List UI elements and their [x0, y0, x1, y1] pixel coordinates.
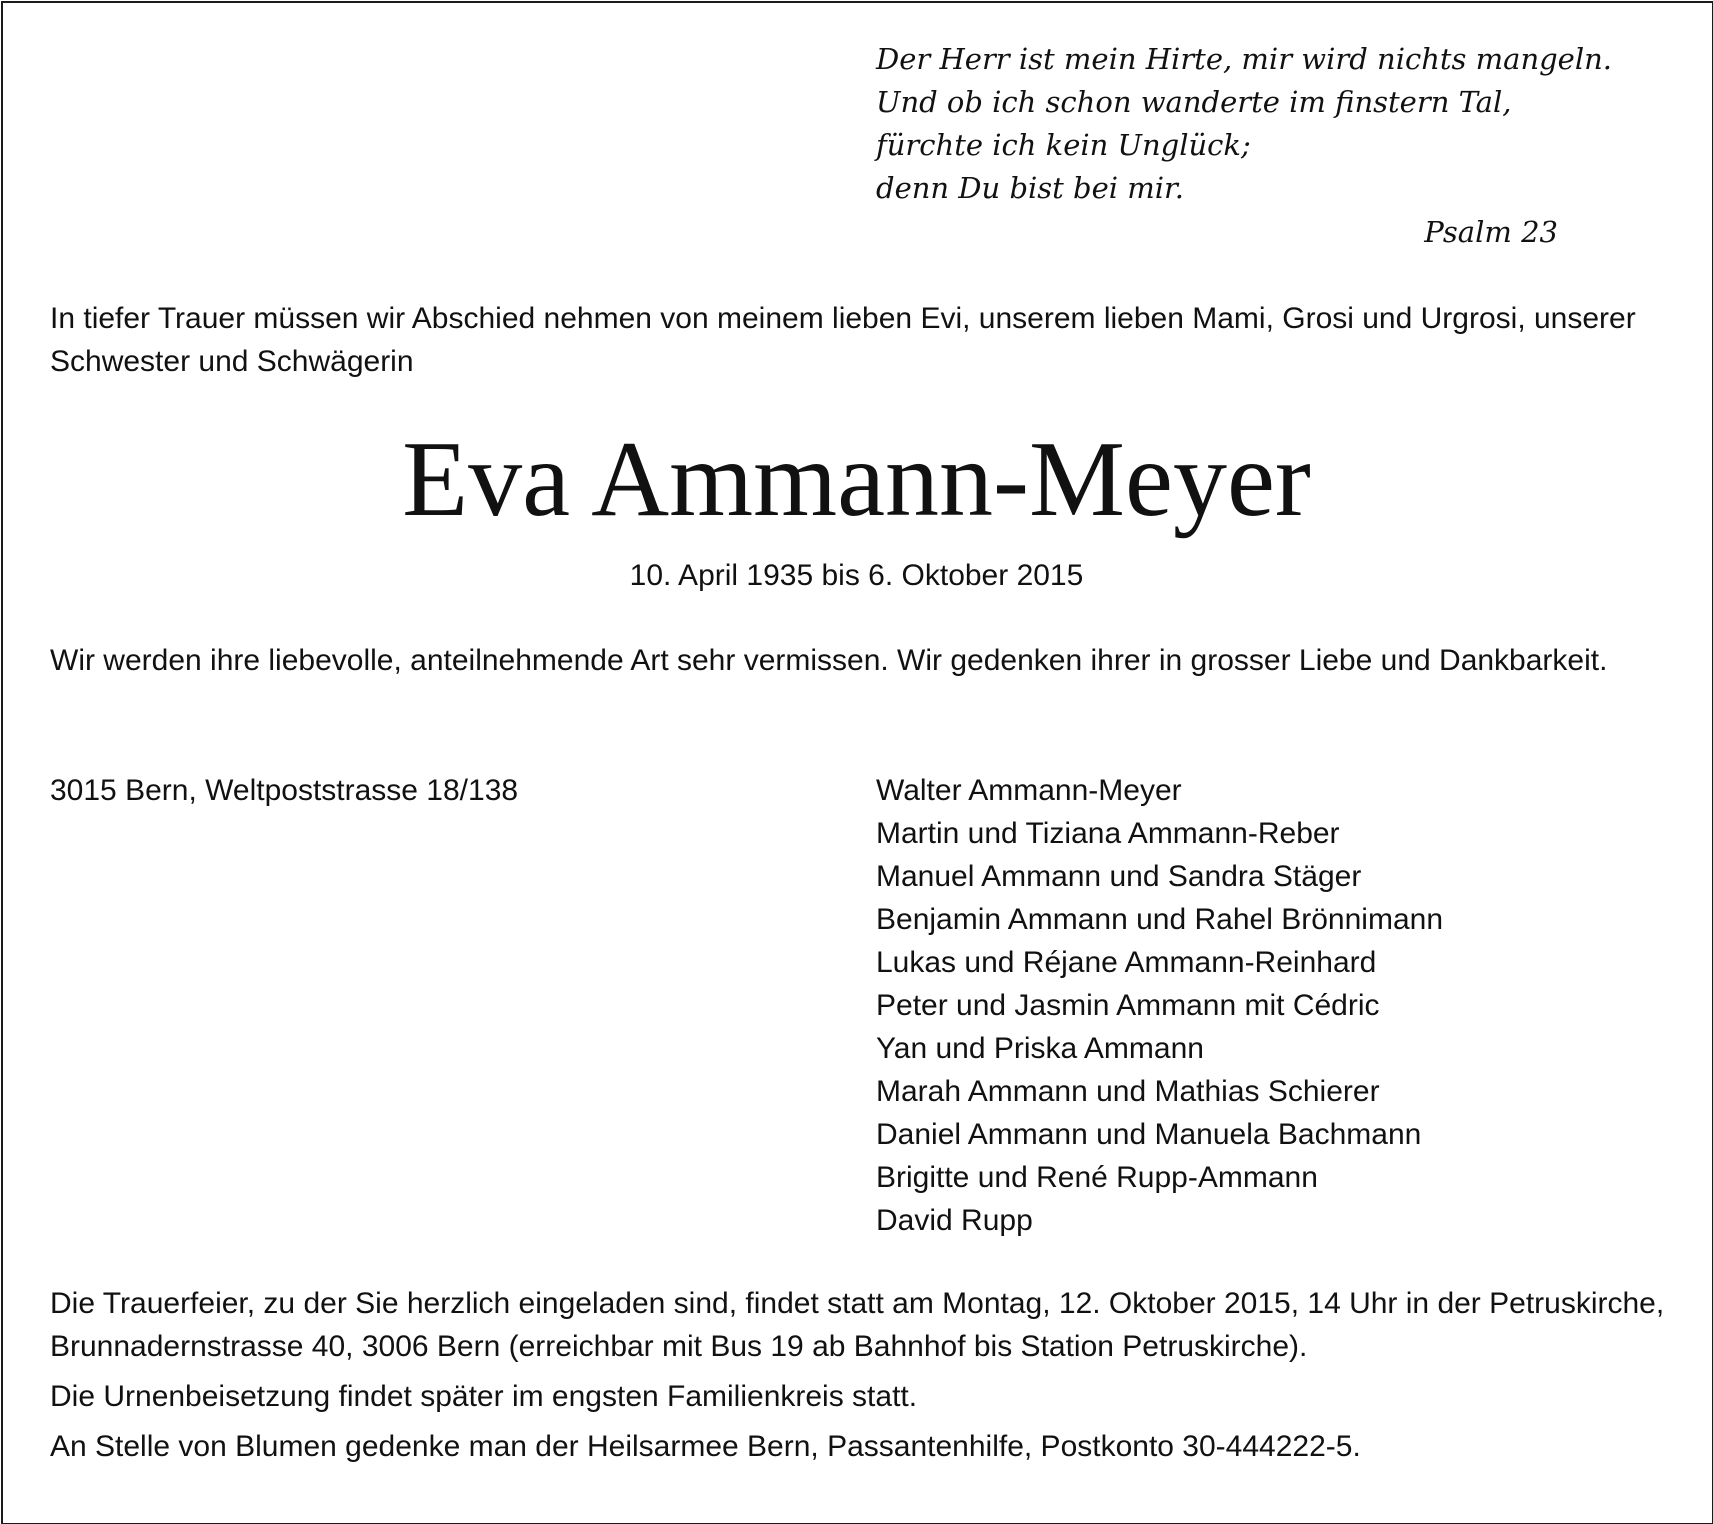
mourner-item: Marah Ammann und Mathias Schierer	[876, 1075, 1380, 1108]
mourner-item: Brigitte und René Rupp-Ammann	[876, 1161, 1318, 1194]
mourner-item: Walter Ammann-Meyer	[876, 774, 1182, 807]
psalm-quote	[876, 38, 1613, 210]
family-address: 3015 Bern, Weltpoststrasse 18/138	[50, 774, 519, 807]
psalm-line: Der Herr ist mein Hirte, mir wird nichts mangeln.	[876, 42, 1613, 76]
mourners-list	[876, 769, 1443, 1242]
service-info: Die Trauerfeier, zu der Sie herzlich eingeladen sind, findet statt am Montag, 12. Oktober 2015, 14 Uhr in der Petruskirche, Brunnadernstrasse 40, 3006 Bern (erreichbar mit Bus 19 ab Bahnhof bis Station Petruskirche).	[50, 1287, 1665, 1363]
life-dates: 10. April 1935 bis 6. Oktober 2015	[629, 559, 1084, 592]
closing-section	[50, 1282, 1670, 1475]
deceased-name: Eva Ammann-Meyer	[402, 420, 1311, 539]
mourner-item: Martin und Tiziana Ammann-Reber	[876, 817, 1340, 850]
intro-text: In tiefer Trauer müssen wir Abschied nehmen von meinem lieben Evi, unserem lieben Mami, Grosi und Urgrosi, unserer Schwester und Schwägerin	[50, 302, 1636, 378]
mourner-item: Lukas und Réjane Ammann-Reinhard	[876, 946, 1377, 979]
mourner-item: Manuel Ammann und Sandra Stäger	[876, 860, 1362, 893]
mourner-item: David Rupp	[876, 1204, 1033, 1237]
psalm-line: fürchte ich kein Unglück;	[876, 128, 1251, 162]
remembrance-text: Wir werden ihre liebevolle, anteilnehmende Art sehr vermissen. Wir gedenken ihrer in grosser Liebe und Dankbarkeit.	[50, 644, 1608, 677]
psalm-reference: Psalm 23	[1424, 215, 1558, 249]
mourner-item: Yan und Priska Ammann	[876, 1032, 1204, 1065]
donation-info: An Stelle von Blumen gedenke man der Heilsarmee Bern, Passantenhilfe, Postkonto 30-444222-5.	[50, 1430, 1361, 1463]
mourner-item: Peter und Jasmin Ammann mit Cédric	[876, 989, 1380, 1022]
psalm-line: Und ob ich schon wanderte im finstern Tal,	[876, 85, 1512, 119]
mourner-item: Benjamin Ammann und Rahel Brönnimann	[876, 903, 1443, 936]
psalm-line: denn Du bist bei mir.	[876, 171, 1184, 205]
burial-info: Die Urnenbeisetzung findet später im engsten Familienkreis statt.	[50, 1380, 918, 1413]
mourner-item: Daniel Ammann und Manuela Bachmann	[876, 1118, 1422, 1151]
